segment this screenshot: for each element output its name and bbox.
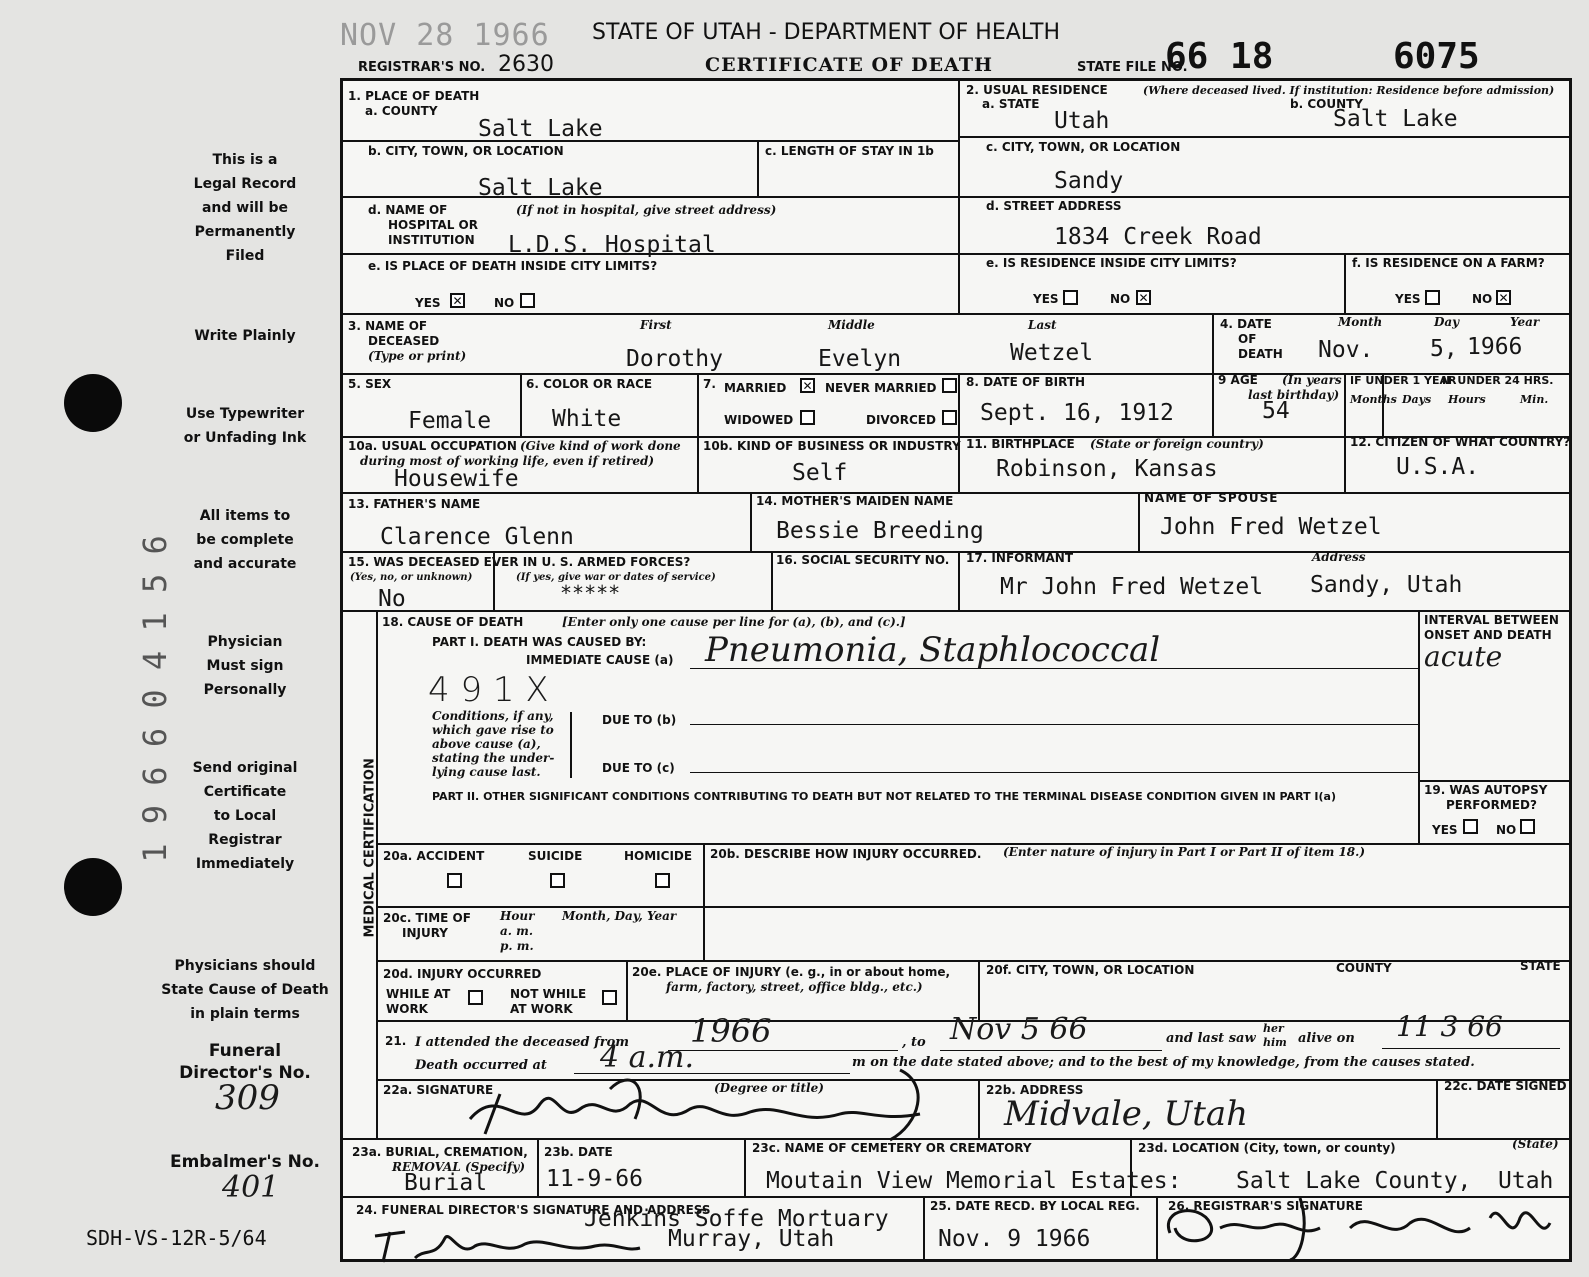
label-date-received: 25. DATE RECD. BY LOCAL REG. <box>930 1199 1140 1213</box>
label-at-work: AT WORK <box>510 1002 573 1016</box>
label-injury: INJURY <box>402 926 448 940</box>
label-months: Months <box>1350 393 1397 406</box>
occupation: Housewife <box>394 466 519 492</box>
punch-hole <box>64 374 122 432</box>
label-cond2: which gave rise to <box>432 723 554 737</box>
side-note-typewriter: Use Typewriter or Unfading Ink <box>183 406 307 446</box>
father-name: Clarence Glenn <box>380 524 574 550</box>
label-deceased: DECEASED <box>368 334 440 348</box>
label-middle: Middle <box>828 318 875 332</box>
label-cemetery: 23c. NAME OF CEMETERY OR CREMATORY <box>752 1141 1032 1155</box>
checkbox-farm-yes[interactable] <box>1425 290 1440 305</box>
label-autopsy2: PERFORMED? <box>1446 798 1537 812</box>
label-yes: YES <box>1033 292 1059 306</box>
cause-a: Pneumonia, Staphlococcal <box>705 630 1161 670</box>
label-date-of-death: 4. DATE <box>1220 317 1272 331</box>
label-hours: Hours <box>1448 393 1486 406</box>
label-county: a. COUNTY <box>365 104 438 118</box>
label-age: 9 AGE <box>1218 373 1258 387</box>
label-usual-residence: 2. USUAL RESIDENCE <box>966 83 1108 97</box>
label-cond1: Conditions, if any, <box>432 709 554 723</box>
label-work: WORK <box>386 1002 428 1016</box>
registrar-signature <box>1150 1188 1570 1263</box>
cemetery: Moutain View Memorial Estates: <box>766 1168 1182 1194</box>
informant-address: Sandy, Utah <box>1310 572 1463 598</box>
label-hospital-note: (If not in hospital, give street address) <box>516 203 777 217</box>
label-location-state: (State) <box>1512 1137 1559 1151</box>
attended-from: 1966 <box>690 1012 772 1050</box>
registrar-label: REGISTRAR'S NO. <box>358 60 486 75</box>
label-married: MARRIED <box>724 381 787 395</box>
residence-county: Salt Lake <box>1333 106 1458 132</box>
checkbox-residence-inside-city-yes[interactable] <box>1063 290 1078 305</box>
label-res-city: c. CITY, TOWN, OR LOCATION <box>986 140 1181 154</box>
informant-name: Mr John Fred Wetzel <box>1000 574 1264 600</box>
label-no: NO <box>1110 292 1131 306</box>
label-pm: p. m. <box>500 939 534 953</box>
label-no: NO <box>1496 823 1517 837</box>
label-birthplace-note: (State or foreign country) <box>1090 437 1264 451</box>
checkbox-autopsy-yes[interactable] <box>1463 819 1478 834</box>
label-address: Address <box>1312 550 1366 564</box>
label-disposition: 23a. BURIAL, CREMATION, <box>352 1145 528 1159</box>
label-last-saw: and last saw <box>1166 1031 1256 1046</box>
citizenship: U.S.A. <box>1396 454 1480 480</box>
label-age-note1: (In years <box>1282 373 1342 387</box>
label-cond5: lying cause last. <box>432 765 541 779</box>
label-armed-note1: (Yes, no, or unknown) <box>350 572 473 583</box>
interval: acute <box>1424 640 1503 673</box>
label-informant: 17. INFORMANT <box>966 551 1074 565</box>
street-address: 1834 Creek Road <box>1054 224 1262 250</box>
label-yes: YES <box>1395 292 1421 306</box>
business: Self <box>792 460 848 486</box>
label-sex: 5. SEX <box>348 377 392 391</box>
label-under-1: IF UNDER 1 YEAR <box>1350 374 1457 387</box>
death-year: 1966 <box>1467 334 1523 360</box>
label-under-24: IF UNDER 24 HRS. <box>1442 374 1554 387</box>
label-physician-address: 22b. ADDRESS <box>986 1083 1084 1097</box>
label-how-injury: 20b. DESCRIBE HOW INJURY OCCURRED. <box>710 847 982 861</box>
checkbox-married[interactable]: ✕ <box>800 378 815 393</box>
label-death: DEATH <box>1238 347 1283 361</box>
funeral-director-label: Funeral Director's No. <box>179 1041 311 1083</box>
death-time: 4 a.m. <box>600 1040 695 1075</box>
label-21: 21. <box>385 1034 407 1048</box>
label-widowed: WIDOWED <box>724 413 794 427</box>
label-occupation: 10a. USUAL OCCUPATION <box>348 439 517 453</box>
label-month: Month <box>1338 315 1383 329</box>
label-residence-note: (Where deceased lived. If institution: Residence before admission) <box>1143 84 1555 97</box>
label-injury-city: 20f. CITY, TOWN, OR LOCATION <box>986 963 1195 977</box>
label-homicide: HOMICIDE <box>624 849 693 863</box>
form-title: STATE OF UTAH - DEPARTMENT OF HEALTH <box>592 20 1060 45</box>
spouse-name: John Fred Wetzel <box>1160 514 1382 540</box>
label-ssn: 16. SOCIAL SECURITY NO. <box>776 553 950 567</box>
date-of-birth: Sept. 16, 1912 <box>980 400 1174 426</box>
label-year: Year <box>1510 315 1540 329</box>
label-attended: I attended the deceased from <box>415 1035 630 1050</box>
label-mdy: Month, Day, Year <box>562 909 677 923</box>
age: 54 <box>1262 398 1290 424</box>
label-street: d. STREET ADDRESS <box>986 199 1122 213</box>
label-occupation-note1: (Give kind of work done <box>520 439 681 453</box>
burial-location: Salt Lake County, <box>1236 1168 1472 1194</box>
checkbox-suicide[interactable] <box>550 873 565 888</box>
alive-on: 11 3 66 <box>1396 1010 1503 1043</box>
first-name: Dorothy <box>626 346 723 372</box>
label-cond3: above cause (a), <box>432 737 541 751</box>
race: White <box>552 406 622 432</box>
label-yes: YES <box>415 296 441 310</box>
medical-certification-label: MEDICAL CERTIFICATION <box>362 758 378 938</box>
hospital-name: L.D.S. Hospital <box>508 232 716 258</box>
label-injury-occurred: 20d. INJURY OCCURRED <box>383 967 542 981</box>
label-hour: Hour <box>500 909 535 923</box>
checkbox-homicide[interactable] <box>655 873 670 888</box>
label-injury-county: COUNTY <box>1336 961 1392 975</box>
label-length-of-stay: c. LENGTH OF STAY IN 1b <box>765 144 934 158</box>
label-injury-state: STATE <box>1520 959 1561 973</box>
form-code: SDH-VS-12R-5/64 <box>86 1226 267 1250</box>
side-note-send: Send original Certificate to Local Registrar Immediately <box>192 760 298 872</box>
label-accident: 20a. ACCIDENT <box>383 849 485 863</box>
checkbox-never-married[interactable] <box>942 378 957 393</box>
label-divorced: DIVORCED <box>866 413 936 427</box>
label-part1: PART I. DEATH WAS CAUSED BY: <box>432 635 647 649</box>
death-month: Nov. <box>1318 337 1374 363</box>
label-citizen: 12. CITIZEN OF WHAT COUNTRY? <box>1350 435 1571 449</box>
physician-signature <box>460 1064 960 1144</box>
label-hospital-2: HOSPITAL OR <box>388 218 478 232</box>
side-note-physician: Physician Must sign Personally <box>203 634 287 698</box>
date-received: Nov. 9 1966 <box>938 1226 1091 1252</box>
label-business: 10b. KIND OF BUSINESS OR INDUSTRY <box>703 439 961 453</box>
label-spouse: NAME OF SPOUSE <box>1144 491 1279 505</box>
label-immediate: IMMEDIATE CAUSE (a) <box>526 653 674 667</box>
label-place-of-injury: 20e. PLACE OF INJURY (e. g., in or about home, <box>632 965 951 979</box>
label-date-signed: 22c. DATE SIGNED <box>1444 1079 1567 1093</box>
label-alive-on: alive on <box>1298 1031 1355 1046</box>
checkbox-accident[interactable] <box>447 873 462 888</box>
label-occupation-note2: during most of working life, even if retired) <box>360 454 655 468</box>
label-degree: (Degree or title) <box>714 1081 824 1095</box>
label-race: 6. COLOR OR RACE <box>526 377 653 391</box>
checkbox-widowed[interactable] <box>800 410 815 425</box>
label-time-of: 20c. TIME OF <box>383 911 471 925</box>
label-cond4: stating the under- <box>432 751 555 765</box>
label-place-of-death: 1. PLACE OF DEATH <box>348 89 480 103</box>
last-name: Wetzel <box>1010 340 1094 366</box>
embalmer-number: 401 <box>222 1170 280 1205</box>
label-hospital: d. NAME OF <box>368 203 448 217</box>
cause-code: 4 9 1 X <box>428 670 549 710</box>
checkbox-farm-no[interactable]: ✕ <box>1496 290 1511 305</box>
label-how-injury-note: (Enter nature of injury in Part I or Part II of item 18.) <box>1003 845 1366 859</box>
funeral-director-number: 309 <box>215 1078 280 1118</box>
label-part2: PART II. OTHER SIGNIFICANT CONDITIONS CONTRIBUTING TO DEATH BUT NOT RELATED TO THE TERMINAL DISEASE CONDITION GIVEN IN PART I(a) <box>432 790 1337 803</box>
service-dates: ***** <box>560 581 621 605</box>
state-file-number-b: 6075 <box>1393 36 1480 77</box>
certificate-subtitle: CERTIFICATE OF DEATH <box>705 54 993 76</box>
label-burial-date: 23b. DATE <box>544 1145 613 1159</box>
death-day: 5, <box>1430 336 1458 362</box>
label-am: a. m. <box>500 924 534 938</box>
label-father: 13. FATHER'S NAME <box>348 497 481 511</box>
label-of: OF <box>1238 332 1257 346</box>
label-birthplace: 11. BIRTHPLACE <box>966 437 1075 451</box>
checkbox-not-while-at-work[interactable] <box>602 990 617 1005</box>
label-inside-city: e. IS PLACE OF DEATH INSIDE CITY LIMITS? <box>368 259 658 273</box>
label-autopsy: 19. WAS AUTOPSY <box>1424 783 1548 797</box>
mother-name: Bessie Breeding <box>776 518 984 544</box>
label-interval2: ONSET AND DEATH <box>1424 628 1552 642</box>
residence-state: Utah <box>1054 108 1110 134</box>
label-interval: INTERVAL BETWEEN <box>1424 613 1559 627</box>
label-no: NO <box>1472 292 1493 306</box>
label-due-b: DUE TO (b) <box>602 713 677 727</box>
checkbox-autopsy-no[interactable] <box>1520 819 1535 834</box>
checkbox-death-inside-city-yes[interactable]: ✕ <box>450 293 465 308</box>
label-min: Min. <box>1520 393 1549 406</box>
checkbox-residence-inside-city-no[interactable]: ✕ <box>1136 290 1151 305</box>
burial-state: Utah <box>1498 1168 1554 1194</box>
mortuary-name: Jenkins Soffe Mortuary <box>584 1206 889 1232</box>
label-last: Last <box>1028 318 1057 332</box>
label-state: a. STATE <box>982 97 1040 111</box>
label-death-occurred: Death occurred at <box>415 1058 547 1073</box>
label-him: him <box>1263 1036 1287 1049</box>
middle-name: Evelyn <box>818 346 902 372</box>
label-yes: YES <box>1432 823 1458 837</box>
checkbox-while-at-work[interactable] <box>468 990 483 1005</box>
label-registrar-signature: 26. REGISTRAR'S SIGNATURE <box>1168 1199 1363 1213</box>
sex: Female <box>408 408 492 434</box>
label-signature: 22a. SIGNATURE <box>383 1083 494 1097</box>
label-never-married: NEVER MARRIED <box>825 381 937 395</box>
label-disposition2: REMOVAL (Specify) <box>392 1160 525 1174</box>
state-file-number-a: 66 18 <box>1165 36 1274 77</box>
registrar-number: 2630 <box>498 52 554 77</box>
vertical-serial-number: 1 9 6 6 0 4 1 5 6 <box>136 535 174 863</box>
armed-forces: No <box>378 586 406 612</box>
label-day: Day <box>1434 315 1460 329</box>
label-dob: 8. DATE OF BIRTH <box>966 375 1086 389</box>
label-hospital-3: INSTITUTION <box>388 233 475 247</box>
checkbox-divorced[interactable] <box>942 410 957 425</box>
death-city: Salt Lake <box>478 175 603 201</box>
side-note-complete: All items to be complete and accurate <box>193 508 297 572</box>
side-note-cause: Physicians should State Cause of Death in plain terms <box>161 958 329 1022</box>
side-note-write: Write Plainly <box>194 328 296 344</box>
label-due-c: DUE TO (c) <box>602 761 675 775</box>
label-days: Days <box>1402 393 1432 406</box>
physician-address: Midvale, Utah <box>1004 1094 1249 1134</box>
label-armed-note2: (If yes, give war or dates of service) <box>516 572 716 583</box>
label-suicide: SUICIDE <box>528 849 583 863</box>
label-farm: f. IS RESIDENCE ON A FARM? <box>1352 256 1545 270</box>
label-to: , to <box>902 1035 926 1050</box>
label-age-note2: last birthday) <box>1248 388 1340 402</box>
label-cause-note: [Enter only one cause per line for (a), (b), and (c).] <box>562 615 906 629</box>
attended-to: Nov 5 66 <box>950 1012 1088 1047</box>
label-not-while: NOT WHILE <box>510 987 587 1001</box>
residence-city: Sandy <box>1054 168 1124 194</box>
label-location: 23d. LOCATION (City, town, or county) <box>1138 1141 1396 1155</box>
label-res-inside-city: e. IS RESIDENCE INSIDE CITY LIMITS? <box>986 256 1237 270</box>
label-res-county: b. COUNTY <box>1290 97 1363 111</box>
label-on-the-date: m on the date stated above; and to the best of my knowledge, from the causes stated. <box>852 1055 1475 1070</box>
burial-date: 11-9-66 <box>546 1166 643 1192</box>
disposition: Burial <box>404 1170 488 1196</box>
received-stamp: NOV 28 1966 <box>340 18 550 53</box>
label-her: her <box>1263 1022 1284 1035</box>
label-name: 3. NAME OF <box>348 319 428 333</box>
label-place-of-injury2: farm, factory, street, office bldg., etc.) <box>666 980 923 994</box>
side-note-legal: This is a Legal Record and will be Permanently Filed <box>193 152 297 264</box>
funeral-director-signature <box>365 1218 645 1268</box>
label-first: First <box>640 318 672 332</box>
punch-hole <box>64 858 122 916</box>
state-file-label: STATE FILE NO. <box>1077 60 1188 75</box>
label-mother: 14. MOTHER'S MAIDEN NAME <box>756 494 954 508</box>
embalmer-label: Embalmer's No. <box>169 1152 321 1172</box>
death-county: Salt Lake <box>478 116 603 142</box>
label-7: 7. <box>703 377 716 391</box>
label-funeral-director: 24. FUNERAL DIRECTOR'S SIGNATURE AND ADDRESS <box>356 1203 711 1217</box>
birthplace: Robinson, Kansas <box>996 456 1218 482</box>
checkbox-death-inside-city-no[interactable] <box>520 293 535 308</box>
label-cause-of-death: 18. CAUSE OF DEATH <box>382 615 524 629</box>
label-while-at: WHILE AT <box>386 987 451 1001</box>
label-type-print: (Type or print) <box>368 349 467 363</box>
label-armed-forces: 15. WAS DECEASED EVER IN U. S. ARMED FORCES? <box>348 555 691 569</box>
label-city: b. CITY, TOWN, OR LOCATION <box>368 144 564 158</box>
label-no: NO <box>494 296 515 310</box>
mortuary-city: Murray, Utah <box>668 1226 835 1252</box>
